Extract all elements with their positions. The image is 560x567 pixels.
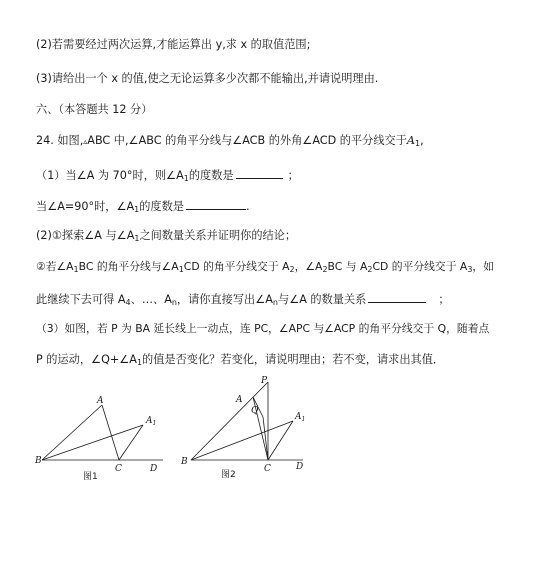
label-a: A [97, 396, 104, 406]
figure-1-caption: 图1 [83, 472, 98, 482]
question-2-text: (2)若需要经过两次运算,才能运算出 y,求 x 的取值范围; [36, 38, 311, 51]
answer-blank-1[interactable] [236, 166, 283, 179]
label-a1: $A_1$ [295, 412, 306, 423]
figure-1 [30, 365, 180, 485]
bisector-cq [263, 417, 268, 460]
q24-part1-a: （1）当∠A 为 70°时，则$\angle A_1$的度数是 ； [36, 166, 299, 184]
label-a1: $A_1$ [146, 416, 157, 427]
label-a: A [236, 395, 243, 405]
q24-intro: 24. 如图,▵ABC 中,∠ABC 的角平分线与∠ACB 的外角∠ACD 的平分线交于$A_1$, [36, 134, 424, 148]
q24-part3-line2: P 的运动，$\angle Q+\angle A_1$的值是否变化？若变化，请说明理由；若不变，请求出其值． [36, 353, 445, 367]
bisector-ca1 [268, 421, 293, 460]
q24-part3-line1: （3）如图，若 P 为 BA 延长线上一动点，连 PC，∠APC 与∠ACP 的角平分线交于 Q，随着点 [36, 322, 490, 335]
answer-blank-2[interactable] [186, 197, 246, 210]
q24-part1-b: 当∠A=90°时，$\angle A_1$的度数是 . [36, 197, 250, 215]
label-p: P [261, 376, 268, 386]
bisector-ba1 [191, 421, 293, 460]
q24-part2-2-line2: 此继续下去可得 $A_4$、…、$A_n$，请你直接写出$\angle A_n$与∠A 的数量关系 ； [36, 290, 450, 308]
label-d: D [296, 462, 304, 472]
q24-part2-1: (2)①探索∠A 与$\angle A_1$之间数量关系并证明你的结论； [36, 229, 297, 243]
bisector-ba1 [42, 425, 143, 460]
label-c: C [264, 464, 271, 474]
label-b: B [181, 457, 188, 467]
question-3-text: (3)请给出一个 x 的值,使之无论运算多少次都不能输出,并请说明理由. [36, 72, 379, 85]
label-q: Q [251, 406, 259, 416]
side-ac [102, 405, 119, 460]
figure-2 [175, 365, 315, 485]
ray-bp [191, 382, 268, 460]
label-d: D [150, 464, 158, 474]
section-heading: 六、（本答题共 12 分） [36, 103, 153, 116]
side-ba [42, 405, 102, 460]
answer-blank-3[interactable] [368, 290, 426, 303]
bisector-ca1 [119, 425, 143, 460]
label-c: C [115, 464, 122, 474]
label-b: B [35, 456, 42, 466]
q24-part2-2-line1: ②若$\angle A_1BC$ 的角平分线与$\angle A_1CD$ 的角平分线交于 $A_2$，$\angle A_2BC$ 与 $A_2CD$ 的平分线交于 $A_3$，如 [36, 260, 495, 274]
triangle-icon: ▵ [83, 137, 88, 146]
figure-2-caption: 图2 [221, 470, 236, 480]
